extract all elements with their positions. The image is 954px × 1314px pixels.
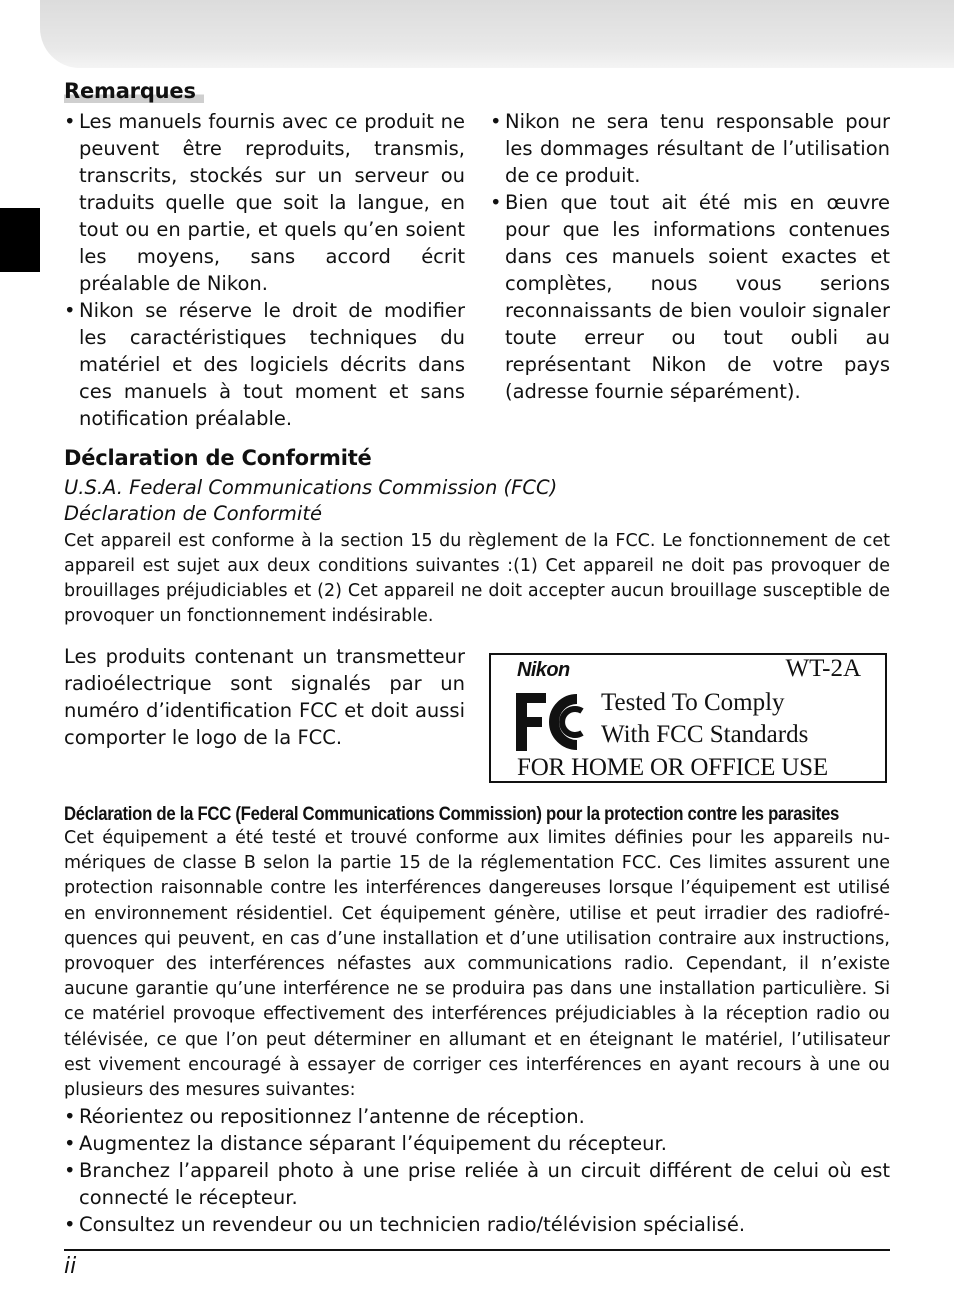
products-paragraph: Les produits contenant un transmetteur radioélectrique sont signalés par un numéro d’identification FCC et doit aussi comporter le logo de la FCC. [64, 645, 465, 749]
footer-divider [64, 1249, 890, 1251]
fcc-tested-text [601, 687, 808, 751]
list-item: • Branchez l’appareil photo à une prise reliée à un circuit différent de celui où est connecté le récepteur. [64, 1157, 890, 1211]
page-number: ii [64, 1254, 77, 1279]
fcc-logo-icon [516, 693, 594, 751]
fcc-tested-line: Tested To Comply [601, 689, 785, 716]
fcc-tested-line: With FCC Standards [601, 721, 809, 748]
list-item: • Bien que tout ait été mis en œuvre pour que les informations contenues dans ces manuels soient exactes et complètes, nous vous serions reconnaissants de bien vouloir signaler toute erreur ou tout oubli au représentant Nikon de votre pays (adresse fournie séparément). [490, 189, 890, 405]
list-item: • Consultez un revendeur ou un technicien radio/télévision spécialisé. [64, 1211, 890, 1238]
declaration-subtitle-conformite: Déclaration de Conformité [64, 502, 322, 525]
remarques-left-column [64, 108, 465, 432]
list-item: • Nikon se réserve le droit de modifier les caractéristiques techniques du matériel et des logiciels décrits dans ces manuels à tout moment et sans notification préalable. [64, 297, 465, 432]
remarques-right-column [490, 108, 890, 405]
declaration-subtitle-fcc: U.S.A. Federal Communications Commission (FCC) [64, 476, 558, 499]
home-office-use-text: FOR HOME OR OFFICE USE [517, 754, 828, 781]
remarques-heading: Remarques [64, 79, 204, 103]
measures-list [64, 1103, 890, 1238]
nikon-logo: Nikon [517, 659, 570, 681]
list-item: • Nikon ne sera tenu responsable pour les dommages résultant de l’utilisation de ce produit. [490, 108, 890, 189]
fcc-label-box [489, 653, 887, 783]
interference-heading: Déclaration de la FCC (Federal Communications Commission) pour la protection contre les parasites [64, 803, 840, 825]
section-tab-marker [0, 208, 40, 272]
declaration-heading: Déclaration de Conformité [64, 446, 372, 470]
model-number: WT-2A [785, 655, 861, 682]
header-band [40, 0, 954, 68]
interference-paragraph: Cet équipement a été testé et trouvé conforme aux limites définies pour les appareils numériques de classe B selon la partie 15 de la réglementation FCC. Ces limites assurent une protection raisonnable contre les interférences dangereuses lorsque l’équipement est utilisé en environnement résidentiel. Cet équipement génère, utilise et peut irradier des radiofréquences qui peuvent, en cas d’une installation et d’une utilisation contraire aux instructions, provoquer des interférences néfastes aux communications radio. Cependant, il n’existe aucune garantie qu’une interférence ne se produira pas dans une installation particulière. Si ce matériel provoque effectivement des interférences préjudiciables à la réception radio ou télévisée, ce que l’on peut déterminer en allumant et en éteignant le matériel, l’utilisateur est vivement encouragé à essayer de corriger ces interférences en ayant recours à une ou plusieurs des mesures suivantes: [64, 828, 890, 1101]
list-item: • Les manuels fournis avec ce produit ne peuvent être reproduits, transmis, transcrits, stockés sur un serveur ou traduits quelle que soit la langue, en tout ou en partie, et quels qu’en soient les moyens, sans accord écrit préalable de Nikon. [64, 108, 465, 297]
list-item: • Augmentez la distance séparant l’équipement du récepteur. [64, 1130, 890, 1157]
list-item: • Réorientez ou repositionnez l’antenne de réception. [64, 1103, 890, 1130]
fcc-compliance-paragraph: Cet appareil est conforme à la section 15 du règlement de la FCC. Le fonctionnement de cet appareil est sujet aux deux conditions suivantes :(1) Cet appareil ne doit pas provoquer de brouillages préjudiciables et (2) Cet appareil ne doit accepter aucun brouillage susceptible de provoquer un fonctionnement indésirable. [64, 531, 890, 626]
